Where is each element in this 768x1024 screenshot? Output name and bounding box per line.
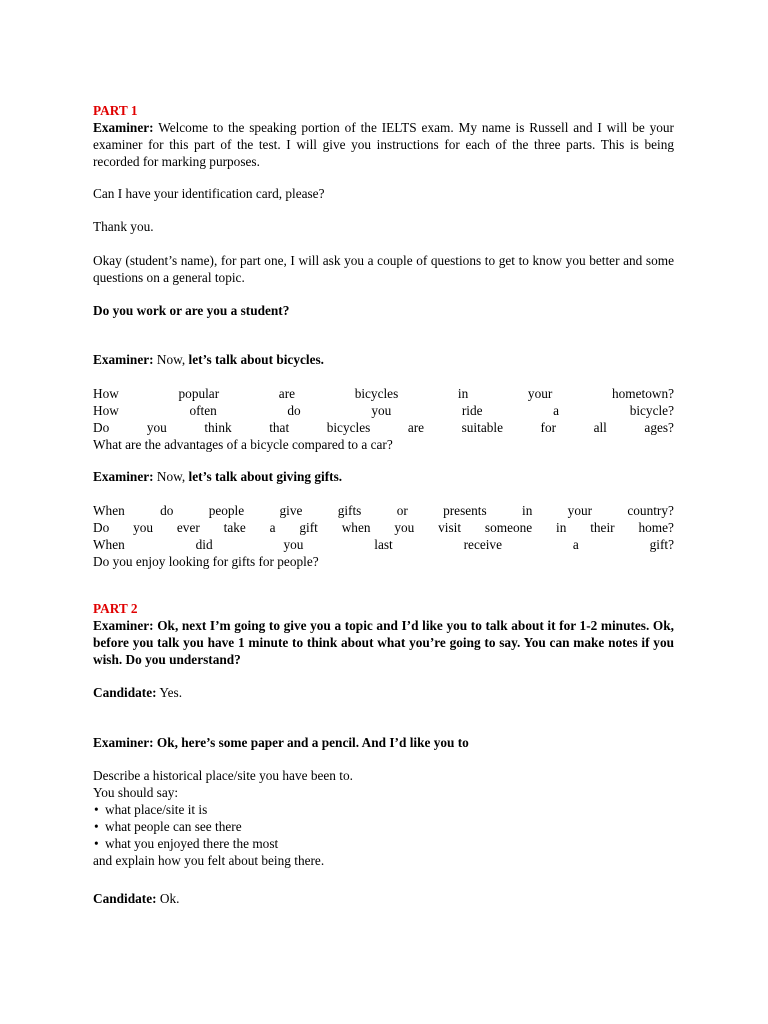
question-line: Do you enjoy looking for gifts for people?: [93, 554, 319, 569]
word: country?: [627, 503, 674, 518]
word: their: [590, 520, 615, 535]
word: give: [279, 503, 303, 518]
word: in: [522, 503, 533, 518]
word: popular: [178, 386, 220, 401]
word: all: [593, 420, 607, 435]
question-line: What are the advantages of a bicycle compared to a car?: [93, 437, 393, 452]
cue-card-bullets: [93, 801, 674, 852]
word: a: [572, 537, 579, 552]
word: that: [269, 420, 290, 435]
word: in: [556, 520, 567, 535]
word: visit: [438, 520, 462, 535]
word: you: [283, 537, 304, 552]
word: bicycles: [354, 386, 399, 401]
word: often: [189, 403, 217, 418]
candidate-reply: Candidate: Yes.: [93, 685, 183, 700]
gifts-questions: [93, 502, 674, 570]
question-line: [93, 419, 674, 436]
word: your: [527, 386, 553, 401]
cue-card-should-say: You should say:: [93, 785, 179, 800]
word: are: [407, 420, 425, 435]
word: gifts: [337, 503, 362, 518]
speaker-label: Candidate:: [93, 685, 157, 700]
candidate-reply: Candidate: Ok.: [93, 891, 180, 906]
word: ages?: [644, 420, 674, 435]
word: in: [457, 386, 469, 401]
word: do: [160, 503, 174, 518]
work-question: Do you work or are you a student?: [93, 303, 290, 318]
word: or: [396, 503, 408, 518]
word: your: [567, 503, 593, 518]
word: When: [93, 503, 125, 518]
word: gift?: [649, 537, 674, 552]
id-request-line: Can I have your identification card, please?: [93, 186, 325, 201]
word: take: [223, 520, 246, 535]
word: think: [204, 420, 232, 435]
word: bicycles: [326, 420, 371, 435]
thanks-line: Thank you.: [93, 219, 154, 234]
word: hometown?: [611, 386, 674, 401]
word: do: [287, 403, 301, 418]
word: bicycle?: [629, 403, 674, 418]
word: a: [553, 403, 560, 418]
word: are: [278, 386, 296, 401]
word: ride: [461, 403, 483, 418]
word: for: [540, 420, 557, 435]
word: receive: [463, 537, 502, 552]
cue-card-topic: Describe a historical place/site you have been to.: [93, 768, 353, 783]
speaker-label: Candidate:: [93, 891, 157, 906]
word: presents: [443, 503, 487, 518]
word: How: [93, 386, 119, 401]
question-line: [93, 536, 674, 553]
speaker-label: Examiner:: [93, 618, 154, 633]
topic-title: let’s talk about giving gifts.: [188, 469, 343, 484]
intro-text: Welcome to the speaking portion of the IELTS exam. My name is Russell and I will be your examiner for this part of the test. I will give you instructions for each of the three parts. This is being recorded for marking purposes.: [93, 120, 674, 169]
word: you: [133, 520, 154, 535]
instructions-text: Ok, next I’m going to give you a topic and I’d like you to talk about it for 1-2 minutes. Ok, before you talk you have 1 minute to think about what you’re going to say. You can make notes if you wish. Do you understand?: [93, 618, 674, 667]
bullet-item: • what you enjoyed there the most: [93, 835, 674, 852]
examiner-instructions-paragraph: [93, 617, 674, 668]
word: a: [269, 520, 276, 535]
word: someone: [484, 520, 533, 535]
word: you: [394, 520, 415, 535]
speaker-label: Examiner:: [93, 352, 154, 367]
speaker-label: Examiner:: [93, 120, 154, 135]
word: Do: [93, 420, 110, 435]
word: home?: [638, 520, 674, 535]
question-line: [93, 502, 674, 519]
word: last: [374, 537, 393, 552]
word: ever: [176, 520, 200, 535]
part2-heading: PART 2: [93, 601, 138, 616]
examiner-intro-paragraph: [93, 119, 674, 170]
word: Do: [93, 520, 110, 535]
word: people: [208, 503, 245, 518]
speaker-label: Examiner:: [93, 469, 154, 484]
paper-instruction-line: Examiner: Ok, here’s some paper and a pencil. And I’d like you to: [93, 735, 469, 750]
cue-card-explain: and explain how you felt about being there.: [93, 853, 325, 868]
word: you: [371, 403, 392, 418]
question-line: [93, 519, 674, 536]
topic-title: let’s talk about bicycles.: [188, 352, 324, 367]
cue-card: [93, 767, 674, 869]
bullet-item: • what place/site it is: [93, 801, 674, 818]
bullet-item: • what people can see there: [93, 818, 674, 835]
gifts-topic-line: Examiner: Now, let’s talk about giving gifts.: [93, 469, 343, 484]
question-line: [93, 385, 674, 402]
question-line: [93, 402, 674, 419]
word: How: [93, 403, 119, 418]
word: gift: [299, 520, 318, 535]
word: when: [341, 520, 371, 535]
bicycles-questions: [93, 385, 674, 453]
okay-paragraph: Okay (student’s name), for part one, I will ask you a couple of questions to get to know you better and some questions on a general topic.: [93, 253, 674, 285]
word: did: [195, 537, 213, 552]
part1-heading: PART 1: [93, 103, 138, 118]
bicycles-topic-line: Examiner: Now, let’s talk about bicycles.: [93, 352, 324, 367]
word: suitable: [461, 420, 503, 435]
word: When: [93, 537, 125, 552]
word: you: [146, 420, 167, 435]
